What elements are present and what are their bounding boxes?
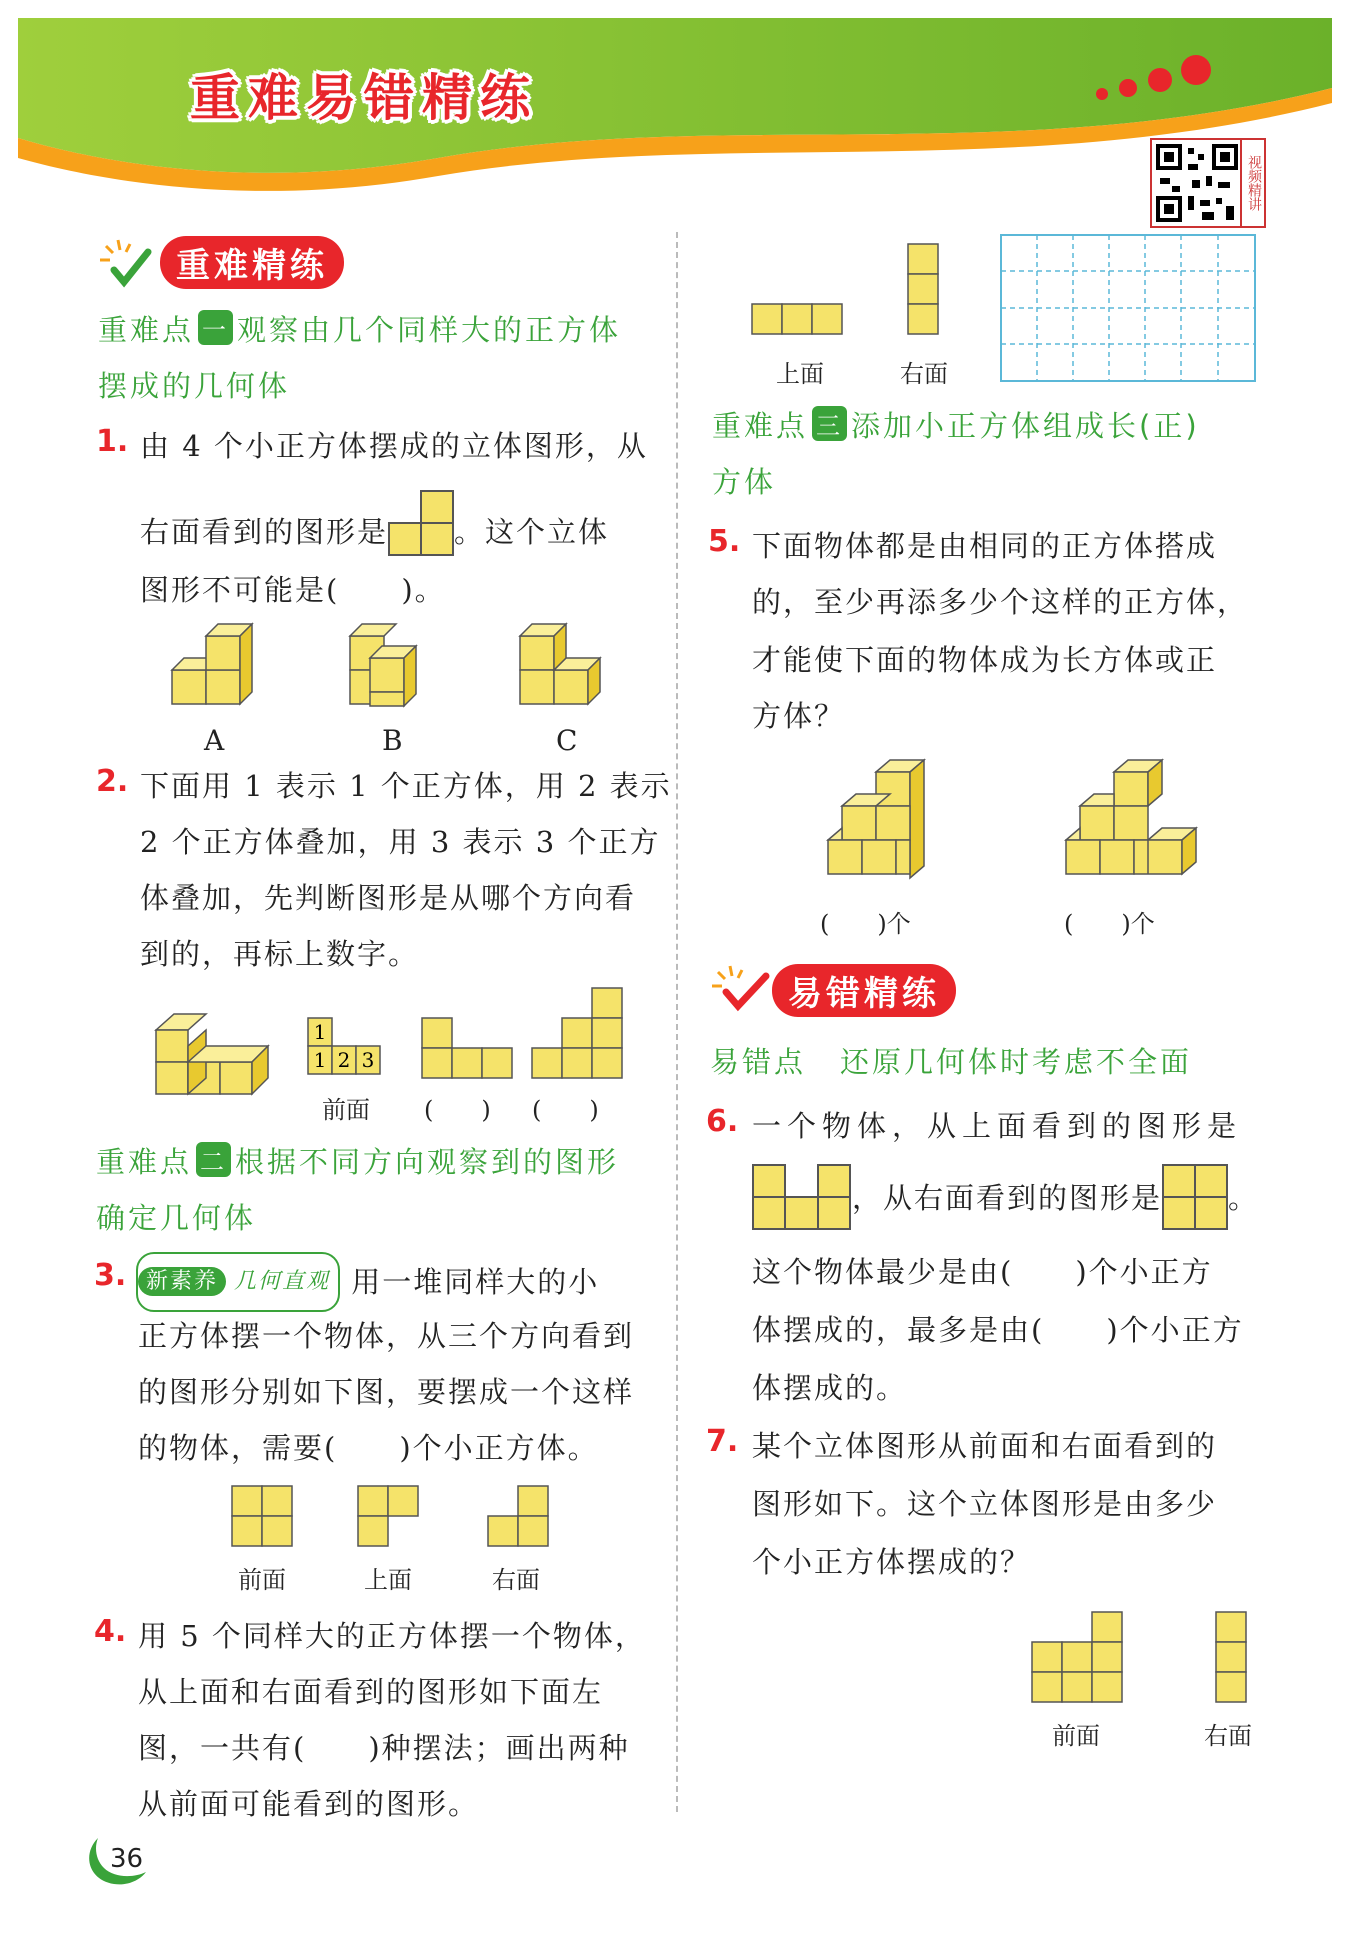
q3-line2: 正方体摆一个物体，从三个方向看到 <box>138 1319 635 1353</box>
key-point-text: 添加小正方体组成长(正) <box>851 409 1200 443</box>
caption-blank: ( ) <box>424 1096 491 1124</box>
q4-views <box>752 240 952 340</box>
q2-view-3 <box>532 988 622 1078</box>
key-point-text: 根据不同方向观察到的图形 <box>235 1145 620 1179</box>
q7-right-view <box>1216 1612 1246 1702</box>
key-point-badge: 三 <box>812 406 847 441</box>
grid-num: 1 <box>313 1048 327 1072</box>
key-point-prefix: 重难点 <box>96 1145 193 1179</box>
q1-line2 <box>140 490 609 560</box>
q3-line4: 的物体，需要( )个小正方体。 <box>138 1431 599 1465</box>
q2-line3: 体叠加，先判断图形是从哪个方向看 <box>140 881 637 915</box>
q3-top-view <box>358 1486 418 1546</box>
right-view-figure <box>388 490 454 556</box>
question-number: 6. <box>706 1104 739 1139</box>
q4-top-view <box>752 304 842 334</box>
q5-line1: 下面物体都是由相同的正方体搭成 <box>752 529 1218 563</box>
question-number: 4. <box>94 1614 127 1649</box>
column-divider <box>676 232 678 1812</box>
q4-line3: 图，一共有( )种摆法；画出两种 <box>138 1731 630 1765</box>
q6-line5: 体摆成的。 <box>752 1371 908 1405</box>
q5-solid-2 <box>1066 760 1196 874</box>
sparkle-check-icon <box>708 962 772 1012</box>
caption-front: 前面 <box>322 1096 370 1124</box>
key-point-1 <box>98 308 621 349</box>
q1-line1: 由 4 个小正方体摆成的立体图形，从 <box>140 429 648 463</box>
page-title: 重难易错精练 <box>190 69 538 127</box>
caption-top: 上面 <box>776 360 824 388</box>
q7-front-view <box>1032 1612 1122 1702</box>
grid-num: 2 <box>337 1048 351 1072</box>
key-point-prefix: 重难点 <box>98 313 195 347</box>
q6-line3: 这个物体最少是由( )个小正方 <box>752 1255 1213 1289</box>
q3-front-view <box>232 1486 292 1546</box>
q6-line2a: ，从右面看到的图形是 <box>852 1181 1163 1215</box>
q2-solid <box>156 1014 268 1094</box>
q6-line1: 一个物体，从上面看到的图形是 <box>752 1109 1243 1143</box>
q2-line1: 下面用 1 表示 1 个正方体，用 2 表示 <box>140 769 672 803</box>
q5-solids <box>820 756 1200 892</box>
drawing-grid[interactable] <box>1000 234 1256 382</box>
q4-right-view <box>908 244 938 334</box>
question-number: 7. <box>706 1424 739 1459</box>
grid-num: 1 <box>313 1020 327 1044</box>
key-point-3-line2: 方体 <box>712 465 777 499</box>
badge-a: 新素养 <box>138 1267 226 1296</box>
q1-options-figure <box>170 624 630 724</box>
qr-code-icon[interactable] <box>1150 138 1244 228</box>
caption-right: 右面 <box>1204 1722 1252 1750</box>
key-point-badge: 二 <box>196 1142 231 1177</box>
q5-solid-1 <box>828 760 924 878</box>
section-title-key-practice: 重难精练 <box>160 236 344 289</box>
mistake-point-prefix: 易错点 <box>710 1045 807 1079</box>
q2-figures <box>150 990 630 1100</box>
q6-line4: 体摆成的，最多是由( )个小正方 <box>752 1313 1244 1347</box>
q7-line3: 个小正方体摆成的？ <box>752 1545 1032 1579</box>
q4-line2: 从上面和右面看到的图形如下面左 <box>138 1675 604 1709</box>
question-number: 1. <box>96 424 129 459</box>
caption-front: 前面 <box>1052 1722 1100 1750</box>
caption-top: 上面 <box>364 1566 412 1594</box>
key-point-1-line2: 摆成的几何体 <box>98 369 291 403</box>
question-number: 3. <box>94 1258 127 1293</box>
caption-right: 右面 <box>900 360 948 388</box>
page-number: 36 <box>110 1844 144 1874</box>
option-a-cubes <box>172 624 252 704</box>
key-point-2 <box>96 1140 619 1181</box>
q5-answer-blank-1[interactable]: ( )个 <box>820 910 911 938</box>
option-c-label: C <box>556 724 578 757</box>
mistake-point-text: 还原几何体时考虑不全面 <box>840 1045 1193 1079</box>
option-b-label: B <box>382 724 403 757</box>
q6-line2b: 。 <box>1228 1181 1260 1215</box>
badge-b: 几何直观 <box>234 1269 331 1294</box>
q5-line4: 方体？ <box>752 699 846 733</box>
q6-line2 <box>752 1164 1259 1230</box>
sparkle-check-icon <box>96 236 156 286</box>
question-number: 5. <box>708 524 741 559</box>
q1-line2b: 。这个立体 <box>454 515 610 549</box>
section-title-mistake-practice: 易错精练 <box>772 964 956 1017</box>
right-view-figure <box>1162 1164 1228 1230</box>
q3-line1 <box>136 1252 599 1312</box>
q3-line1-text: 用一堆同样大的小 <box>351 1265 600 1299</box>
q2-line4: 到的，再标上数字。 <box>140 937 420 971</box>
qr-label: 视频精讲 <box>1240 138 1266 228</box>
key-point-badge: 一 <box>198 310 233 345</box>
question-number: 2. <box>96 764 129 799</box>
q5-line2: 的，至少再添多少个这样的正方体， <box>752 585 1249 619</box>
q7-line1: 某个立体图形从前面和右面看到的 <box>752 1429 1218 1463</box>
key-point-3 <box>712 404 1200 445</box>
mistake-point <box>710 1040 1192 1081</box>
option-a-label: A <box>204 724 225 757</box>
key-point-prefix: 重难点 <box>712 409 809 443</box>
q1-line2a: 右面看到的图形是 <box>140 515 389 549</box>
q7-views <box>1030 1610 1250 1706</box>
q1-line3: 图形不可能是( )。 <box>140 573 446 607</box>
option-c-cubes <box>520 624 600 704</box>
q5-line3: 才能使下面的物体成为长方体或正 <box>752 643 1218 677</box>
q4-line4: 从前面可能看到的图形。 <box>138 1787 480 1821</box>
grid-num: 3 <box>361 1048 375 1072</box>
caption-right: 右面 <box>492 1566 540 1594</box>
q2-grid-front-view <box>308 1018 380 1074</box>
q5-answer-blank-2[interactable]: ( )个 <box>1064 910 1155 938</box>
key-point-text: 观察由几个同样大的正方体 <box>237 313 622 347</box>
caption-blank: ( ) <box>532 1096 599 1124</box>
q3-views <box>230 1486 560 1550</box>
option-b-cubes <box>350 624 416 706</box>
new-literacy-badge <box>136 1252 340 1312</box>
q2-view-2 <box>422 1018 512 1078</box>
q2-line2: 2 个正方体叠加，用 3 表示 3 个正方 <box>140 825 661 859</box>
q3-right-view <box>488 1486 548 1546</box>
key-point-2-line2: 确定几何体 <box>96 1201 257 1235</box>
q3-line3: 的图形分别如下图，要摆成一个这样 <box>138 1375 635 1409</box>
q7-line2: 图形如下。这个立体图形是由多少 <box>752 1487 1218 1521</box>
top-view-figure <box>752 1164 852 1230</box>
caption-front: 前面 <box>238 1566 286 1594</box>
q4-line1: 用 5 个同样大的正方体摆一个物体， <box>138 1619 646 1653</box>
